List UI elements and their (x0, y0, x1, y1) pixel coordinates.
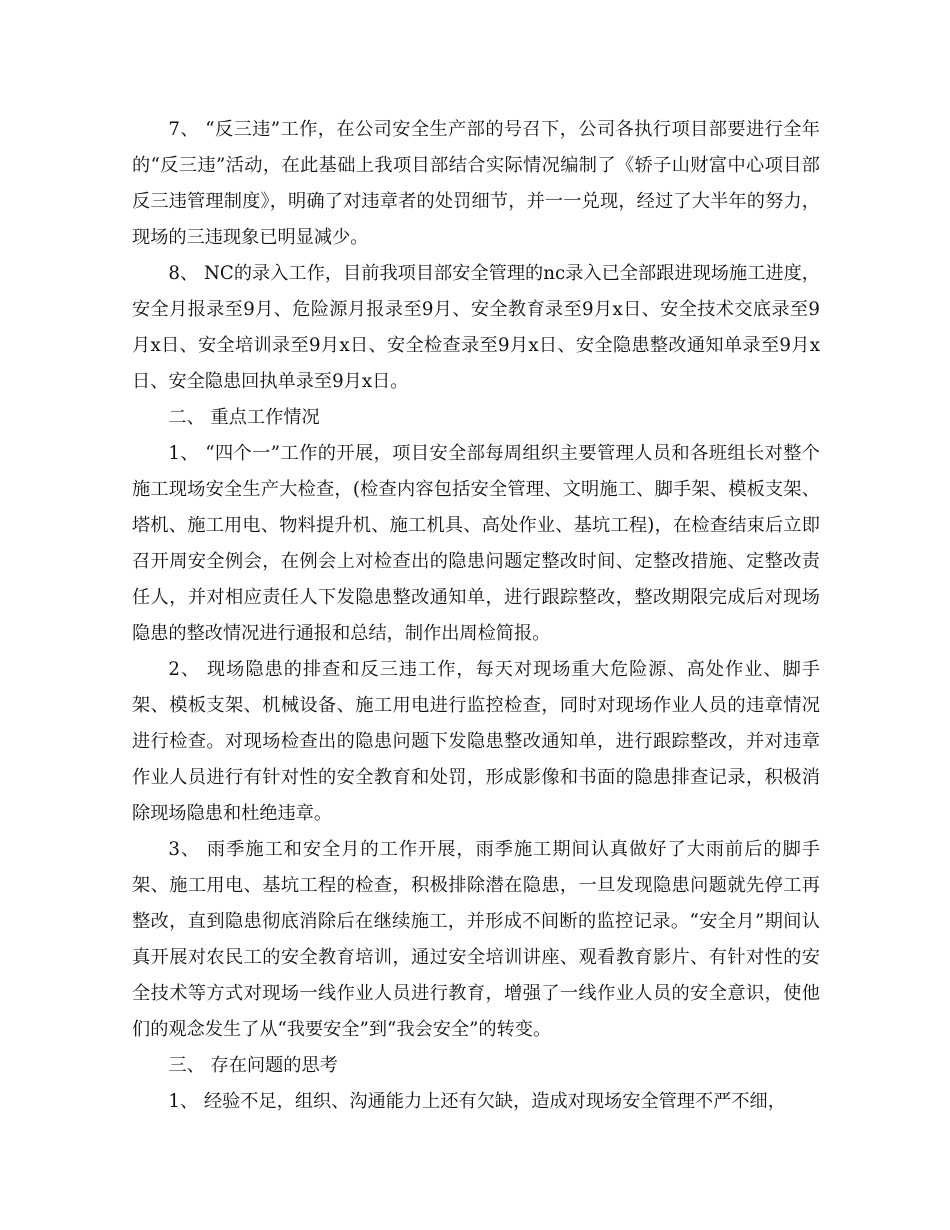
section-heading-problems: 三、 存在问题的思考 (168, 1055, 338, 1076)
paragraph-item-7: 7、 “反三违”工作，在公司安全生产部的号召下，公司各执行项目部要进行全年的“反三违”活动，在此基础上我项目部结合实际情况编制了《轿子山财富中心项目部反三违管理制度》，明确了对违章者的处罚细节，并一一兑现，经过了大半年的努力，现场的三违现象已明显减少。 (132, 119, 820, 248)
paragraph-key-work-2: 2、 现场隐患的排查和反三违工作，每天对现场重大危险源、高处作业、脚手架、模板支架、机械设备、施工用电进行监控检查，同时对现场作业人员的违章情况进行检查。对现场检查出的隐患问题下发隐患整改通知单，进行跟踪整改，并对违章作业人员进行有针对性的安全教育和处罚，形成影像和书面的隐患排查记录，积极消除现场隐患和杜绝违章。 (132, 659, 820, 824)
paragraph-item-8: 8、 NC的录入工作，目前我项目部安全管理的nc录入已全部跟进现场施工进度，安全月报录至9月、危险源月报录至9月、安全教育录至9月x日、安全技术交底录至9月x日、安全培训录至9月x日、安全检查录至9月x日、安全隐患整改通知单录至9月x日、安全隐患回执单录至9月x日。 (132, 263, 820, 392)
paragraph-key-work-1: 1、 “四个一”工作的开展，项目安全部每周组织主要管理人员和各班组长对整个施工现场安全生产大检查，(检查内容包括安全管理、文明施工、脚手架、模板支架、塔机、施工用电、物料提升机、施工机具、高处作业、基坑工程)，在检查结束后立即召开周安全例会，在例会上对检查出的隐患问题定整改时间、定整改措施、定整改责任人，并对相应责任人下发隐患整改通知单，进行跟踪整改，整改期限完成后对现场隐患的整改情况进行通报和总结，制作出周检简报。 (132, 443, 820, 644)
paragraph-key-work-3: 3、 雨季施工和安全月的工作开展，雨季施工期间认真做好了大雨前后的脚手架、施工用电、基坑工程的检查，积极排除潜在隐患，一旦发现隐患问题就先停工再整改，直到隐患彻底消除后在继续施工，并形成不间断的监控记录。“安全月”期间认真开展对农民工的安全教育培训，通过安全培训讲座、观看教育影片、有针对性的安全技术等方式对现场一线作业人员进行教育，增强了一线作业人员的安全意识，使他们的观念发生了从“我要安全”到“我会安全”的转变。 (132, 839, 820, 1040)
document-page (132, 112, 820, 1120)
paragraph-problems-1: 1、 经验不足，组织、沟通能力上还有欠缺，造成对现场安全管理不严不细， (168, 1091, 786, 1112)
section-heading-key-work: 二、 重点工作情况 (168, 407, 320, 428)
